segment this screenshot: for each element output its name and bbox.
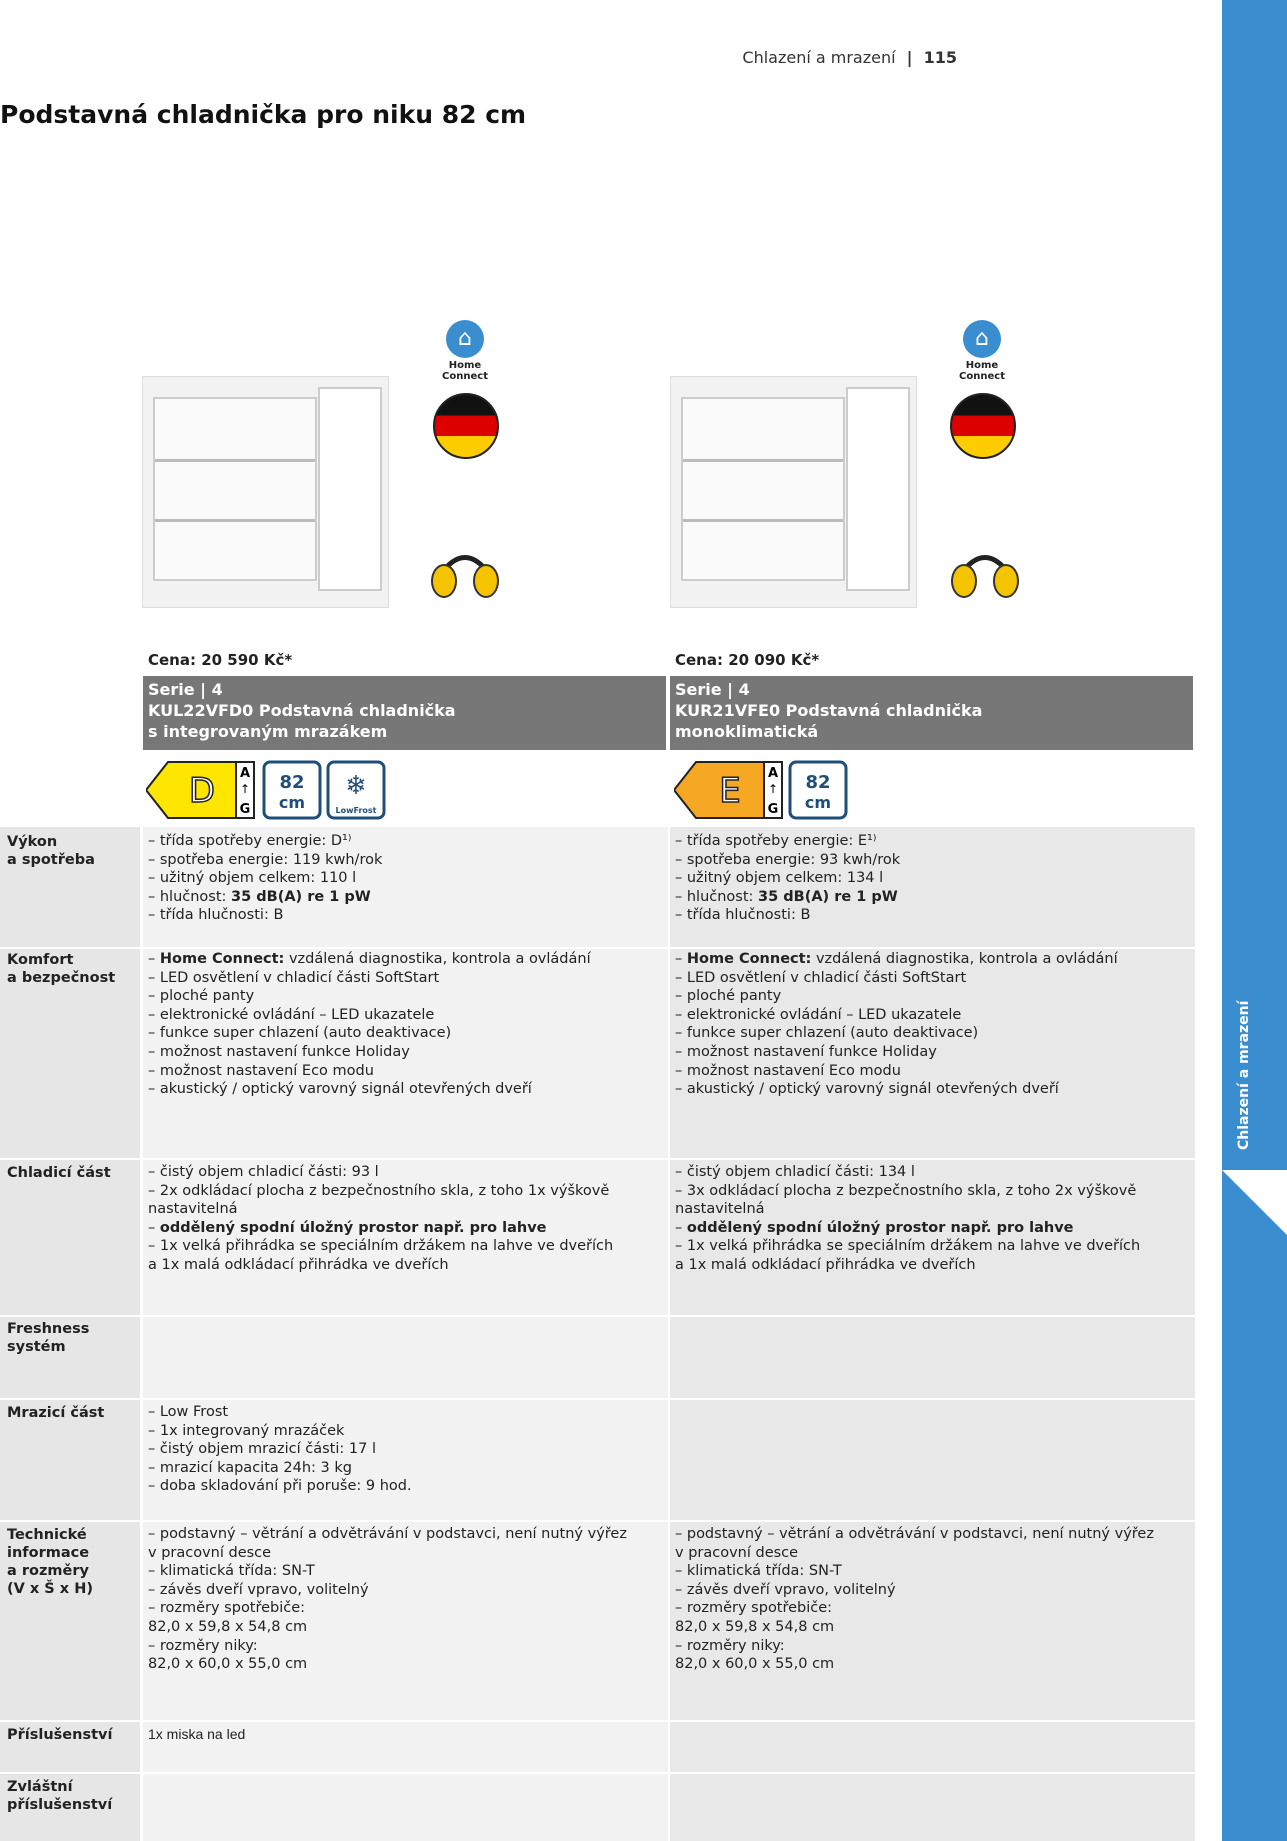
list-item: – 2x odkládací plocha z bezpečnostního skla, z toho 1x výškově <box>148 1182 613 1201</box>
list-item: – podstavný – větrání a odvětrávání v podstavci, není nutný výřez <box>148 1525 627 1544</box>
model-name: KUL22VFD0 Podstavná chladnička <box>148 701 456 720</box>
lowfrost-icon <box>326 760 386 820</box>
list-item: – Low Frost <box>148 1403 412 1422</box>
energy-scale-top: A <box>239 766 251 781</box>
svg-text:cm: cm <box>804 793 832 812</box>
list-item-continuation: 82,0 x 59,8 x 54,8 cm <box>148 1618 308 1635</box>
prislusenstvi-value-1: 1x miska na led <box>148 1726 246 1742</box>
list-item: – užitný objem celkem: 110 l <box>148 869 382 888</box>
list-item: – elektronické ovládání – LED ukazatele <box>148 1006 591 1025</box>
home-connect-logo-1: ⌂ Home Connect <box>425 320 505 380</box>
list-item: – klimatická třída: SN-T <box>675 1562 1154 1581</box>
serie-label: Serie | 4 <box>148 680 223 699</box>
list-item-continuation: 82,0 x 60,0 x 55,0 cm <box>675 1656 835 1673</box>
list-item: – Home Connect: vzdálená diagnostika, kontrola a ovládání <box>148 950 591 969</box>
row-label-komfort: Komfort a bezpečnost <box>7 952 116 986</box>
home-icon: ⌂ <box>963 320 1001 358</box>
svg-text:❄: ❄ <box>345 771 367 801</box>
row-label-mrazici: Mrazicí část <box>7 1405 105 1421</box>
list-item: – závěs dveří vpravo, volitelný <box>675 1581 1154 1600</box>
list-item-continuation: v pracovní desce <box>148 1544 272 1561</box>
list-item: – čistý objem chladicí části: 93 l <box>148 1163 613 1182</box>
cell-bg <box>670 1400 1195 1520</box>
row-label-tech: Technické informace a rozměry (V x Š x H) <box>7 1527 93 1597</box>
list-item: – doba skladování při poruše: 9 hod. <box>148 1477 412 1496</box>
list-item: – ploché panty <box>675 987 1118 1006</box>
list-item: – možnost nastavení Eco modu <box>148 1062 591 1081</box>
svg-text:82: 82 <box>279 772 305 793</box>
list-item: – rozměry niky: <box>148 1637 627 1656</box>
svg-text:↑: ↑ <box>239 782 251 796</box>
list-item: – elektronické ovládání – LED ukazatele <box>675 1006 1118 1025</box>
list-item: – spotřeba energie: 93 kwh/rok <box>675 851 900 870</box>
side-tab-label: Chlazení a mrazení <box>1236 1000 1252 1150</box>
model-desc: s integrovaným mrazákem <box>148 722 388 741</box>
row-label-prislusenstvi: Příslušenství <box>7 1727 113 1743</box>
list-item: – třída spotřeby energie: D¹⁾ <box>148 832 382 851</box>
energy-class-letter: E <box>719 771 741 811</box>
cell-bg <box>670 1722 1195 1772</box>
list-item-continuation: 82,0 x 59,8 x 54,8 cm <box>675 1618 835 1635</box>
list-item: – rozměry spotřebiče: <box>148 1599 627 1618</box>
list-item: – závěs dveří vpravo, volitelný <box>148 1581 627 1600</box>
komfort-list-2 <box>675 950 1118 1099</box>
list-item: – spotřeba energie: 119 kwh/rok <box>148 851 382 870</box>
side-tab-corner-shape <box>1222 1170 1287 1240</box>
header-separator: | <box>906 48 913 67</box>
row-label-zvlastni: Zvláštní příslušenství <box>7 1779 113 1813</box>
list-item: – čistý objem mrazicí části: 17 l <box>148 1440 412 1459</box>
komfort-list-1 <box>148 950 591 1099</box>
list-item: – funkce super chlazení (auto deaktivace) <box>148 1024 591 1043</box>
niche-82cm-icon <box>262 760 322 820</box>
row-label-chladici: Chladicí část <box>7 1165 111 1181</box>
cell-bg <box>670 1774 1195 1841</box>
product-image-2 <box>670 376 917 608</box>
energy-scale-bottom: G <box>239 802 251 817</box>
row-label-bg <box>0 1160 140 1315</box>
svg-text:cm: cm <box>278 793 306 812</box>
section-name: Chlazení a mrazení <box>742 48 896 67</box>
tech-list-1 <box>148 1525 627 1674</box>
list-item: – akustický / optický varovný signál otevřených dveří <box>148 1080 591 1099</box>
page-title: Podstavná chladnička pro niku 82 cm <box>0 100 527 129</box>
list-item: – třída spotřeby energie: E¹⁾ <box>675 832 900 851</box>
cell-bg <box>143 1774 668 1841</box>
list-item: – rozměry niky: <box>675 1637 1154 1656</box>
energy-label-2 <box>674 760 784 820</box>
svg-text:LowFrost: LowFrost <box>335 806 377 815</box>
list-item-continuation: v pracovní desce <box>675 1544 799 1561</box>
energy-label-1 <box>146 760 256 820</box>
model-box-2 <box>670 676 1193 750</box>
list-item-continuation: nastavitelná <box>148 1201 238 1218</box>
list-item: – rozměry spotřebiče: <box>675 1599 1154 1618</box>
list-item: – funkce super chlazení (auto deaktivace) <box>675 1024 1118 1043</box>
list-item: – užitný objem celkem: 134 l <box>675 869 900 888</box>
list-item: – mrazicí kapacita 24h: 3 kg <box>148 1459 412 1478</box>
home-icon: ⌂ <box>446 320 484 358</box>
list-item: – Home Connect: vzdálená diagnostika, kontrola a ovládání <box>675 950 1118 969</box>
svg-text:↑: ↑ <box>767 782 779 796</box>
list-item: – hlučnost: 35 dB(A) re 1 pW <box>675 888 900 907</box>
energy-scale-bottom: G <box>767 802 779 817</box>
price-2: Cena: 20 090 Kč* <box>675 651 820 669</box>
list-item: – akustický / optický varovný signál otevřených dveří <box>675 1080 1118 1099</box>
list-item: – 1x velká přihrádka se speciálním držákem na lahve ve dveřích <box>675 1237 1140 1256</box>
energy-scale-top: A <box>767 766 779 781</box>
list-item: – možnost nastavení Eco modu <box>675 1062 1118 1081</box>
made-in-germany-seal-1 <box>433 393 499 459</box>
list-item: – třída hlučnosti: B <box>675 906 900 925</box>
mrazici-list-1 <box>148 1403 412 1496</box>
cell-bg <box>670 1317 1195 1398</box>
tech-list-2 <box>675 1525 1154 1674</box>
side-band <box>1222 0 1287 1841</box>
list-item: – 1x velká přihrádka se speciálním držákem na lahve ve dveřích <box>148 1237 613 1256</box>
ear-protection-icon <box>950 545 1020 600</box>
home-connect-logo-2: ⌂ Home Connect <box>942 320 1022 380</box>
vykon-list-2 <box>675 832 900 925</box>
row-label-freshness: Freshness systém <box>7 1321 90 1355</box>
list-item-continuation: a 1x malá odkládací přihrádka ve dveřích <box>675 1256 976 1273</box>
ear-protection-icon <box>430 545 500 600</box>
list-item: – třída hlučnosti: B <box>148 906 382 925</box>
list-item: – 1x integrovaný mrazáček <box>148 1422 412 1441</box>
row-label-vykon: Výkon a spotřeba <box>7 834 95 868</box>
list-item-continuation: nastavitelná <box>675 1201 765 1218</box>
list-item: – oddělený spodní úložný prostor např. pro lahve <box>148 1219 613 1238</box>
list-item: – ploché panty <box>148 987 591 1006</box>
list-item: – čistý objem chladicí části: 134 l <box>675 1163 1140 1182</box>
svg-text:82: 82 <box>805 772 831 793</box>
list-item: – oddělený spodní úložný prostor např. pro lahve <box>675 1219 1140 1238</box>
chladici-list-1 <box>148 1163 613 1275</box>
energy-class-letter: D <box>188 771 216 811</box>
model-box-1 <box>143 676 666 750</box>
list-item: – podstavný – větrání a odvětrávání v podstavci, není nutný výřez <box>675 1525 1154 1544</box>
list-item: – možnost nastavení funkce Holiday <box>148 1043 591 1062</box>
list-item: – hlučnost: 35 dB(A) re 1 pW <box>148 888 382 907</box>
list-item: – 3x odkládací plocha z bezpečnostního skla, z toho 2x výškově <box>675 1182 1140 1201</box>
vykon-list-1 <box>148 832 382 925</box>
list-item: – možnost nastavení funkce Holiday <box>675 1043 1118 1062</box>
page-header <box>742 48 957 67</box>
model-desc: monoklimatická <box>675 722 819 741</box>
made-in-germany-seal-2 <box>950 393 1016 459</box>
page-number: 115 <box>923 48 957 67</box>
serie-label: Serie | 4 <box>675 680 750 699</box>
list-item-continuation: 82,0 x 60,0 x 55,0 cm <box>148 1656 308 1673</box>
chladici-list-2 <box>675 1163 1140 1275</box>
list-item: – LED osvětlení v chladicí části SoftStart <box>148 969 591 988</box>
model-name: KUR21VFE0 Podstavná chladnička <box>675 701 983 720</box>
price-1: Cena: 20 590 Kč* <box>148 651 293 669</box>
list-item: – LED osvětlení v chladicí části SoftStart <box>675 969 1118 988</box>
product-image-1 <box>142 376 389 608</box>
cell-bg <box>143 1317 668 1398</box>
list-item: – klimatická třída: SN-T <box>148 1562 627 1581</box>
niche-82cm-icon <box>788 760 848 820</box>
list-item-continuation: a 1x malá odkládací přihrádka ve dveřích <box>148 1256 449 1273</box>
